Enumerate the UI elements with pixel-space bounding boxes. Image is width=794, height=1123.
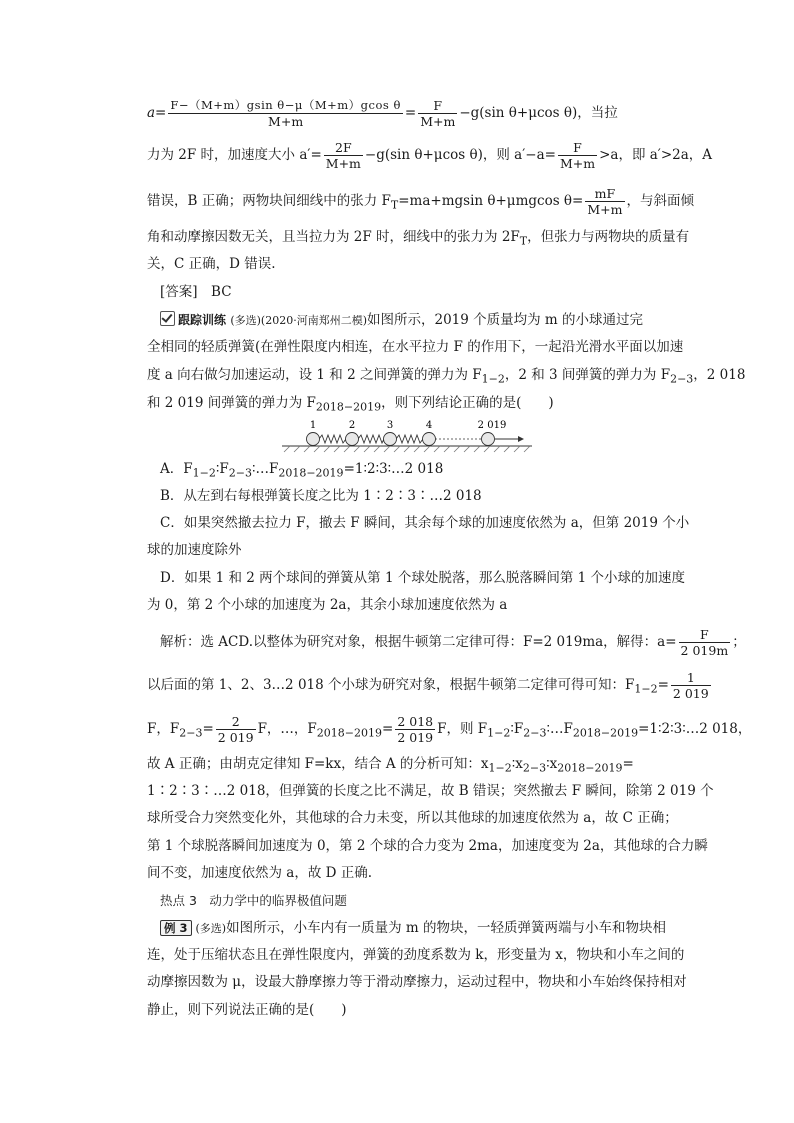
eq-a: a=	[147, 105, 167, 121]
example-line-4: 静止，则下列说法正确的是( )	[147, 1002, 347, 1018]
analysis-line-1: 解析：选 ACD.以整体为研究对象，根据牛顿第二定律可得：F=2 019ma，解得：a= $\frac{F}{2 019m}$ ；	[160, 627, 746, 658]
ball-label: 2 019	[477, 420, 507, 431]
answer-line: [答案] BC	[160, 284, 232, 300]
ball-label: 1	[309, 420, 317, 431]
ball	[384, 433, 397, 446]
analysis-line-6: 球所受合力突然变化外，其他球的合力未变，所以其他球的加速度依然为 a，故 C 正确；	[147, 810, 678, 826]
option-a: A．$F_{1-2}∶F_{2-3}∶\dots F_{2018-2019}=1∶2∶3∶\dots 2$ 018	[160, 461, 444, 480]
analysis-line-5: 1∶2∶3∶…2 018，但弹簧的长度之比不满足，故 B 错误；突然撤去 F 瞬间，除第 2 019 个	[147, 783, 714, 799]
spring	[319, 435, 346, 443]
option-b: B．从左到右每根弹簧长度之比为 1∶2∶3∶…2 018	[160, 488, 482, 504]
fraction: $\frac{\text{F−（M+m）gsin θ−μ（M+m）gcos θ}}{M+m}$	[170, 98, 401, 129]
option-d-2: 为 0，第 2 个小球的加速度为 2a，其余小球加速度依然为 a	[147, 597, 508, 613]
solution-line-2: 力为 2F 时，加速度大小 a′= $\frac{2F}{M+m}$ −g(sin θ+μcos θ)，则 a′−a= $\frac{F}{M+m}$ >a，即 a′>2a，A	[147, 140, 713, 171]
analysis-line-4: 故 A 正确；由胡克定律知 F=kx，结合 A 的分析可知：$x_{1-2}∶x_{2-3}∶x_{2018-2019}=$	[147, 756, 634, 775]
practice-line-2: 全相同的轻质弹簧(在弹性限度内相连，在水平拉力 F 的作用下，一起沿光滑水平面以加速	[147, 339, 684, 355]
solution-line-1: a= $\frac{\text{F−（M+m）gsin θ−μ（M+m）gcos θ}}{M+m}$ = $\frac{F}{M+m}$ −g(sin θ+μcos θ)，当拉	[147, 98, 618, 129]
practice-line-4: 和 2 019 间弹簧的弹力为 $F_{2018-2019}$，则下列结论正确的是( )	[147, 395, 554, 414]
example-line-1: 例 3 (多选)如图所示，小车内有一质量为 m 的物块，一轻质弹簧两端与小车和物块相	[160, 919, 666, 938]
spring	[358, 435, 384, 443]
arrow-head	[518, 436, 524, 442]
option-c-1: C．如果突然撤去拉力 F，撤去 F 瞬间，其余每个球的加速度依然为 a，但第 2019 个小	[160, 515, 690, 531]
fraction: $\frac{1}{2 019}$	[672, 670, 709, 701]
analysis-line-8: 间不变，加速度依然为 a，故 D 正确.	[147, 865, 373, 881]
solution-line-3: 错误，B 正确；两物块间细线中的张力 $F_T=ma+mgsin$ θ+μmgcos θ= $\frac{mF}{M+m}$ ，与斜面倾	[147, 186, 695, 217]
solution-line-4: 角和动摩擦因数无关，且当拉力为 2F 时，细线中的张力为 $2F_T$，但张力与两物块的质量有	[147, 229, 690, 248]
option-c-2: 球的加速度除外	[147, 542, 242, 558]
spring	[396, 435, 423, 443]
option-d-1: D．如果 1 和 2 两个球间的弹簧从第 1 个球处脱落，那么脱落瞬间第 1 个小球的加速度	[160, 570, 686, 586]
example-line-2: 连，处于压缩状态且在弹性限度内，弹簧的劲度系数为 k，形变量为 x，物块和小车之间的	[147, 947, 685, 963]
fraction: $\frac{F}{2 019m}$	[680, 627, 729, 658]
solution-line-5: 关，C 正确，D 错误.	[147, 256, 276, 272]
ball-label: 3	[386, 420, 394, 431]
analysis-line-3: F，$F_{2-3}=$ $\frac{2}{2 019}$ F，…，$F_{2018-2019}=$ $\frac{2 018}{2 019}$ F，则 $F_{1-2}∶F_{2-3}∶\dots F_{2018-2019}=1∶2∶3∶\dots 2$ 018，	[147, 714, 752, 745]
ball	[307, 433, 320, 446]
fraction: $\frac{F}{M+m}$	[420, 98, 456, 129]
example-badge: 例 3	[160, 920, 192, 936]
ball-label: 2	[348, 420, 356, 431]
fraction: $\frac{F}{M+m}$	[559, 140, 596, 171]
check-icon	[160, 311, 175, 326]
multi-choice-tag: (多选)	[230, 314, 261, 327]
spring-ball-figure	[282, 418, 532, 454]
practice-badge: 跟踪训练	[178, 313, 227, 327]
analysis-line-7: 第 1 个球脱落瞬间加速度为 0，第 2 个球的合力变为 2ma，加速度变为 2a，其他球的合力瞬	[147, 838, 708, 854]
fraction: $\frac{2 018}{2 019}$	[397, 714, 434, 745]
ball	[482, 433, 495, 446]
practice-line-1: 跟踪训练 (多选)(2020·河南郑州二模)如图所示，2019 个质量均为 m 的小球通过完	[160, 311, 643, 330]
practice-line-3: 度 a 向右做匀加速运动，设 1 和 2 之间弹簧的弹力为 $F_{1-2}$，2 和 3 间弹簧的弹力为 $F_{2-3}$，2 018	[147, 367, 746, 386]
ball	[346, 433, 359, 446]
source-tag: (2020·河南郑州二模)	[260, 314, 367, 327]
analysis-line-2: 以后面的第 1、2、3…2 018 个小球为研究对象，根据牛顿第二定律可得可知：$F_{1-2}=$ $\frac{1}{2 019}$	[147, 670, 709, 701]
section-heading: 热点 3 动力学中的临界极值问题	[160, 893, 347, 908]
multi-choice-tag: (多选)	[195, 922, 227, 935]
fraction: $\frac{2F}{M+m}$	[325, 140, 361, 171]
fraction: $\frac{2}{2 019}$	[217, 714, 254, 745]
ball-label: 4	[425, 420, 433, 431]
example-line-3: 动摩擦因数为 μ，设最大静摩擦力等于滑动摩擦力，运动过程中，物块和小车始终保持相对	[147, 974, 687, 990]
ball	[423, 433, 436, 446]
fraction: $\frac{mF}{M+m}$	[587, 186, 623, 217]
ground-hatch	[284, 446, 530, 452]
